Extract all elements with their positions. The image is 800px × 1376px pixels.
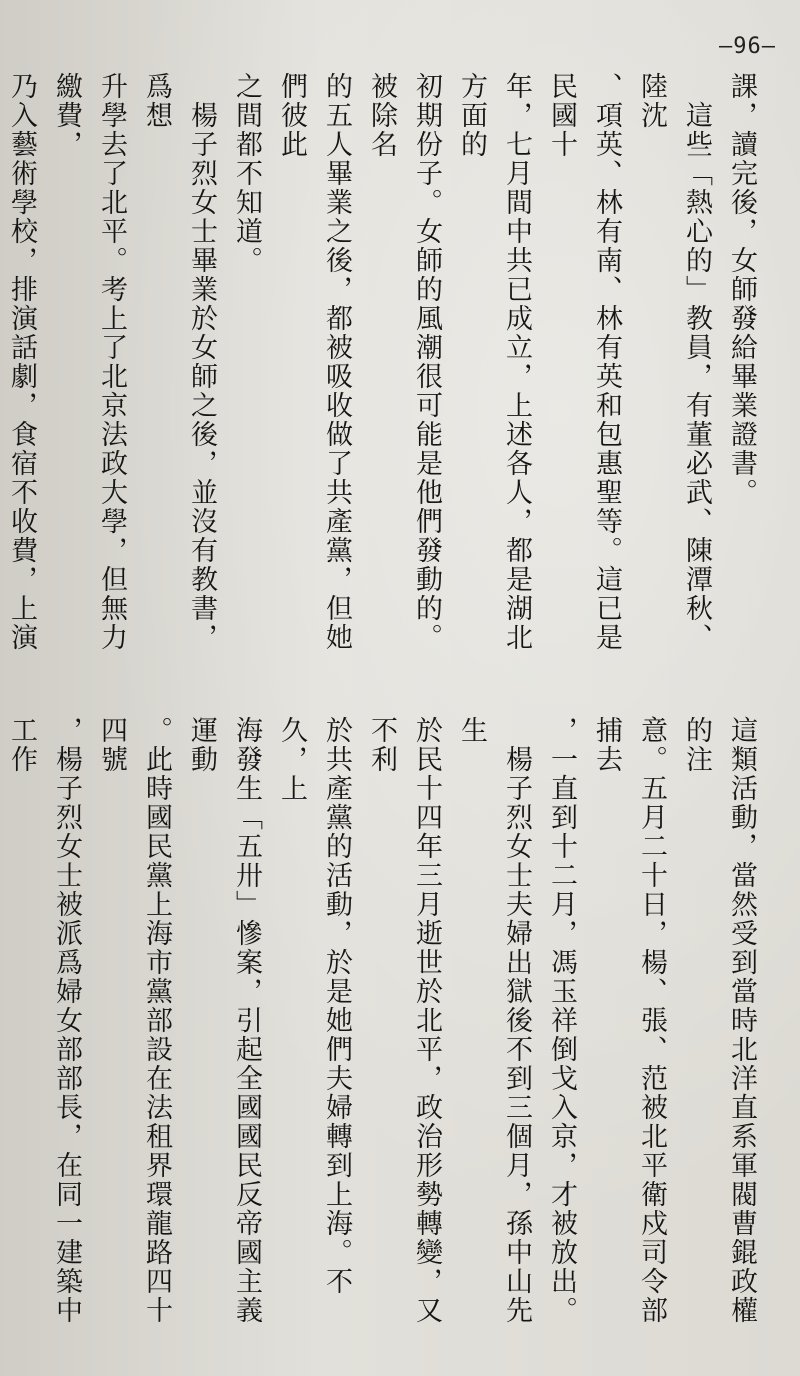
section-gap: [20, 690, 780, 691]
text-block-bottom: 這類活動，當然受到當時北洋直系軍閥曹錕政權的注 意。五月二十日，楊、張、范被北平衛戍司令部捕去 ，一直到十二月，馮玉祥倒戈入京，才被放出。 楊子烈女士夫婦出獄後不到三個月，孫中山先生 於民十四年三月逝世於北平，政治形勢轉變，又不利 於共產黨的活動，於是她們夫婦轉到上海。不久，上 海發生「五卅」慘案，引起全國國民反帝國主義運動 。此時國民黨上海市黨部設在法租界環龍路四十四號 ，楊子烈女士被派爲婦女部部長，在同一建築中工作: [6, 716, 757, 1325]
page-number: —96—: [719, 34, 776, 59]
text-block-top: 課，讀完後，女師發給畢業證書。 這些「熱心的」教員，有董必武、陳潭秋、陸沈 、項英、林有南、林有英和包惠聖等。這已是民國十 年，七月間中共已成立，上述各人，都是湖北方面的 初期份子。女師的風潮很可能是他們發動的。被除名 的五人畢業之後，都被吸收做了共產黨，但她們彼此 之間都不知道。 楊子烈女士畢業於女師之後，並沒有教書，爲想 升學去了北平。考上了北京法政大學，但無力繳費， 乃入藝術學校，排演話劇，食宿不收費，上演: [6, 72, 757, 652]
